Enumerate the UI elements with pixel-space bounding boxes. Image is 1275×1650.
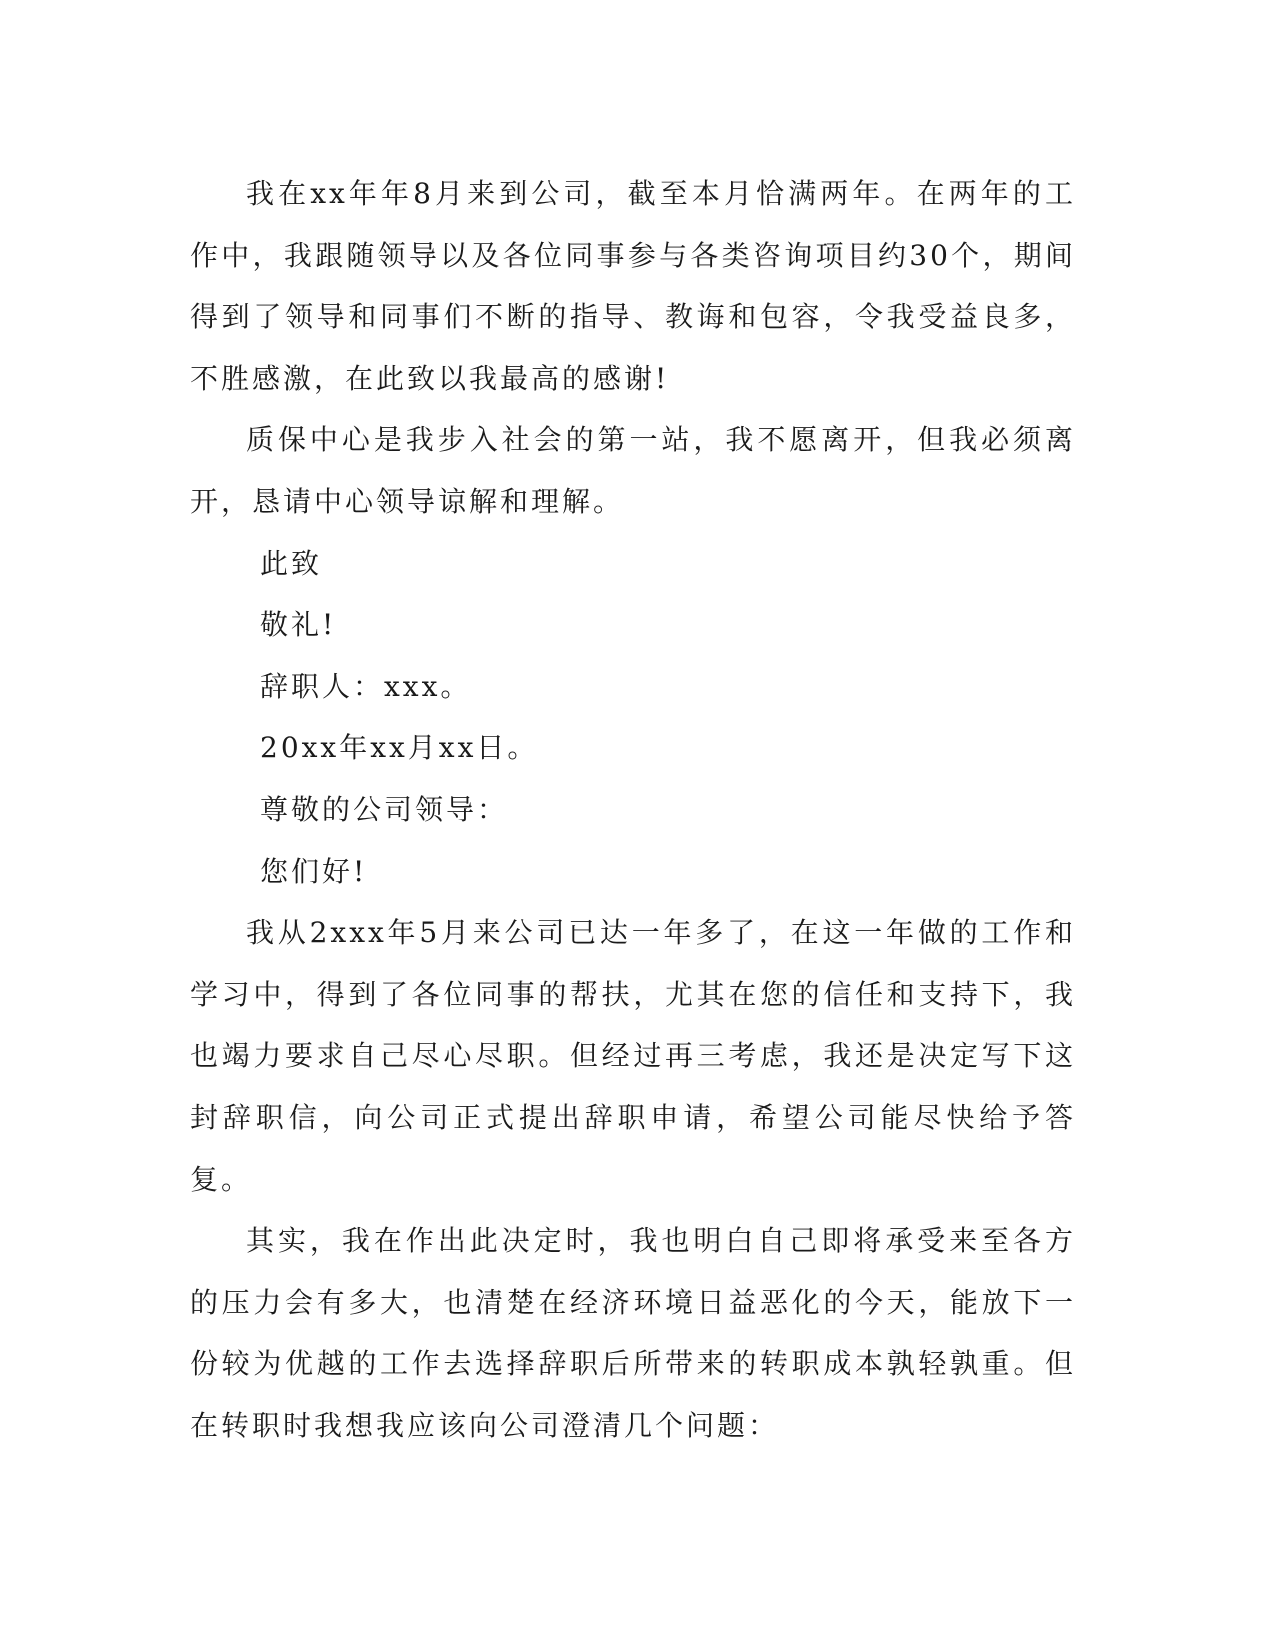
paragraph-1: 我在xx年年8月来到公司，截至本月恰满两年。在两年的工作中，我跟随领导以及各位同事参与各类咨询项目约30个，期间得到了领导和同事们不断的指导、教诲和包容，令我受益良多，不胜感激，在此致以我最高的感谢! (190, 177, 1076, 395)
paragraph-3: 我从2xxx年5月来公司已达一年多了，在这一年做的工作和学习中，得到了各位同事的帮扶，尤其在您的信任和支持下，我也竭力要求自己尽心尽职。但经过再三考虑，我还是决定写下这封辞职信，向公司正式提出辞职申请，希望公司能尽快给予答复。 (190, 916, 1076, 1196)
paragraph-2: 质保中心是我步入社会的第一站，我不愿离开，但我必须离开，恳请中心领导谅解和理解。 (190, 423, 1076, 518)
closing-line: 此致 (260, 546, 323, 580)
paragraph-4: 其实，我在作出此决定时，我也明白自己即将承受来至各方的压力会有多大，也清楚在经济环境日益恶化的今天，能放下一份较为优越的工作去选择辞职后所带来的转职成本孰轻孰重。但在转职时我想我应该向公司澄清几个问题： (190, 1224, 1076, 1442)
signature-line: 辞职人：xxx。 (260, 669, 472, 703)
date-line: 20xx年xx月xx日。 (260, 731, 539, 765)
salutation-line: 敬礼! (260, 608, 337, 642)
greeting-line: 尊敬的公司领导： (260, 792, 509, 826)
greeting-line-2: 您们好! (260, 854, 368, 888)
document-body (190, 163, 1076, 1456)
